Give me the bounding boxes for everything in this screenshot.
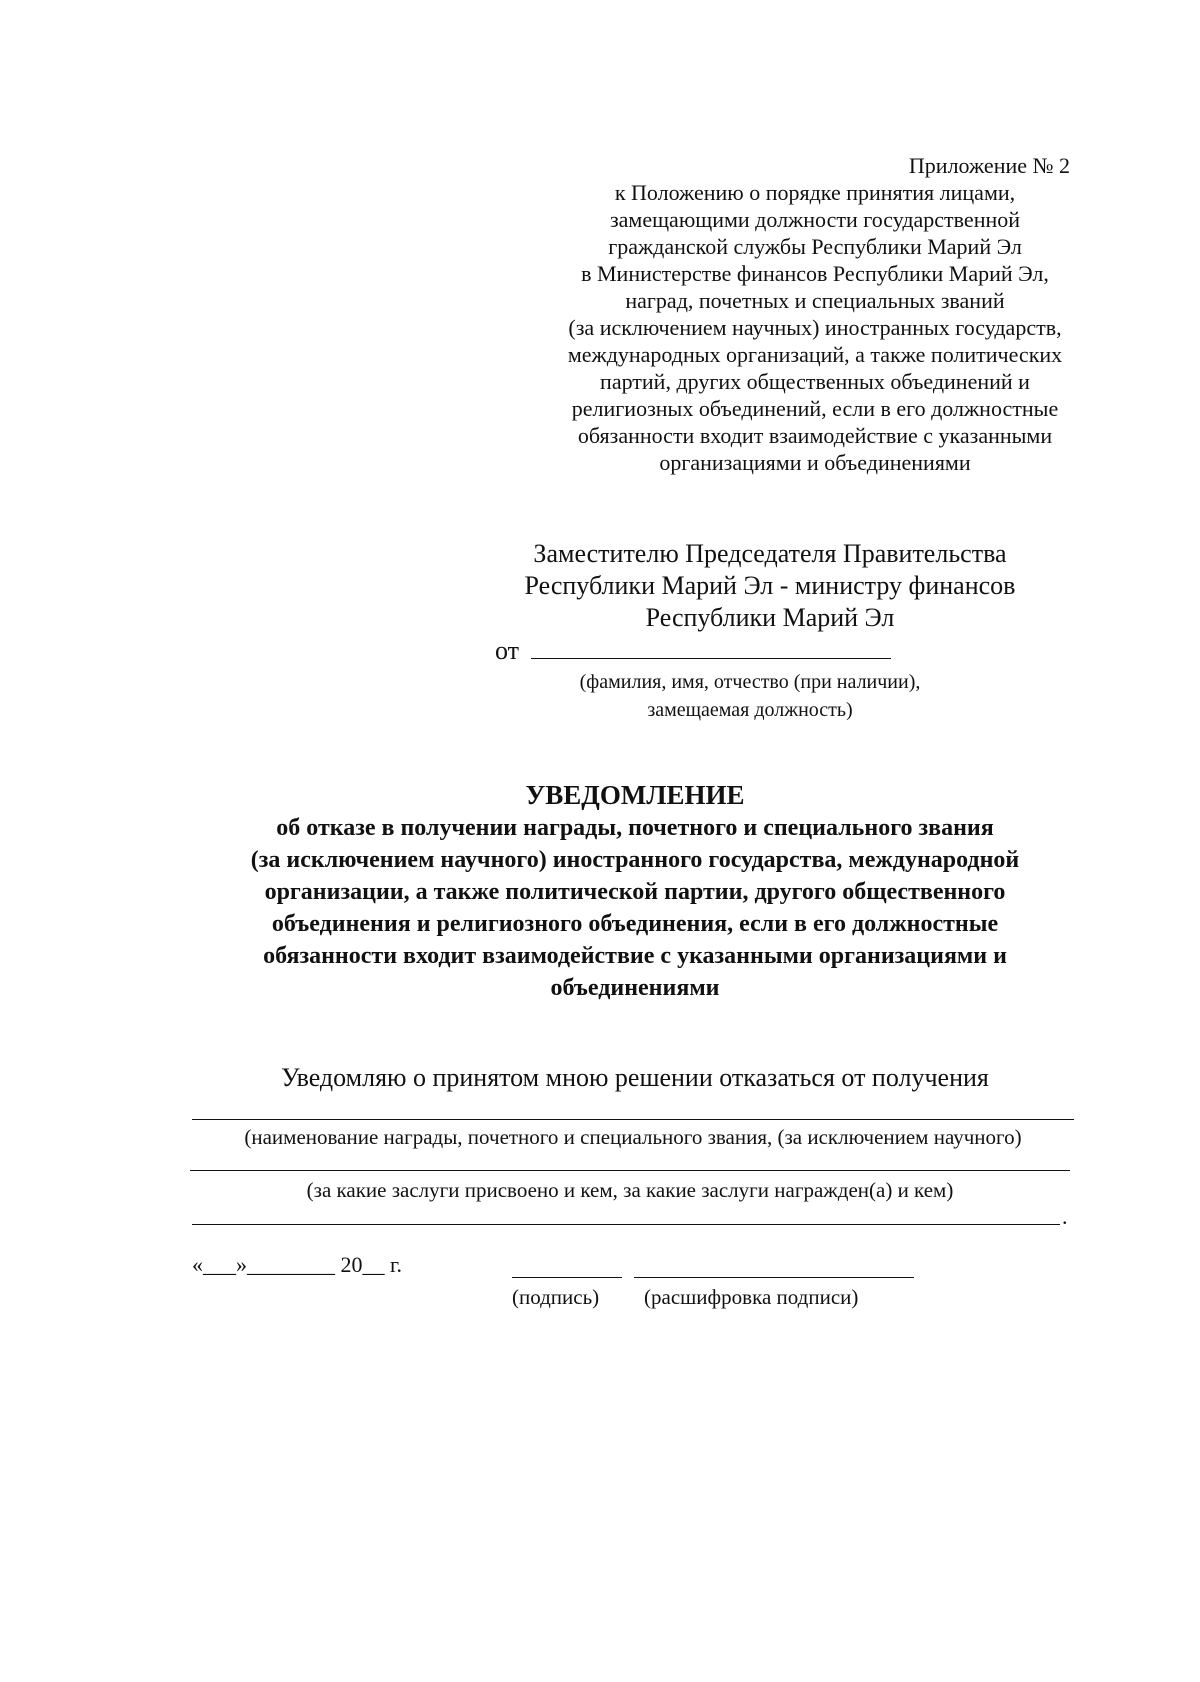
subtitle-line: (за исключением научного) иностранного государства, международной [250,847,1020,873]
appendix-number: Приложение № 2 [908,153,1070,178]
signature-field[interactable] [512,1277,622,1278]
from-label: от [495,636,520,665]
notification-body-text: Уведомляю о принятом мною решении отказаться от получения [281,1063,989,1092]
from-row [495,632,891,666]
appendix-line: к Положению о порядке принятия лицами, [614,180,1016,205]
subtitle-line: объединения и религиозного объединения, если в его должностные [271,911,999,937]
appendix-line: гражданской службы Республики Марий Эл [608,234,1022,259]
from-hint-line: (фамилия, имя, отчество (при наличии), [579,671,921,693]
addressee-line: Заместителю Председателя Правительства [533,539,1007,568]
appendix-line: религиозных объединений, если в его должностные [571,396,1059,421]
subtitle-line: объединениями [550,975,720,1001]
subtitle-line: об отказе в получении награды, почетного и специального звания [276,815,994,841]
document-title: УВЕДОМЛЕНИЕ [525,780,745,810]
date-field[interactable]: «___»________ 20__ г. [192,1252,403,1277]
from-hint-line: замещаемая должность) [647,699,853,721]
addressee-line: Республики Марий Эл [645,603,895,632]
signature-decoding-hint: (расшифровка подписи) [644,1285,859,1309]
from-name-field[interactable] [531,632,891,659]
subtitle-line: организации, а также политической партии, другого общественного [264,879,1006,905]
signature-decoding-field[interactable] [634,1277,914,1278]
addressee-block [480,538,1060,634]
appendix-line: обязанности входит взаимодействие с указанными [577,423,1053,448]
from-hint [560,668,940,724]
appendix-line: наград, почетных и специальных званий [625,288,1005,313]
appendix-line: партий, других общественных объединений и [600,369,1030,394]
end-period: . [1062,1204,1068,1229]
appendix-line: замещающими должности государственной [609,207,1021,232]
document-subtitle [180,812,1090,1004]
appendix-line: организациями и объединениями [659,450,971,475]
merits-field[interactable] [190,1170,1070,1171]
award-name-hint: (наименование награды, почетного и специального звания, (за исключением научного) [244,1125,1022,1149]
merits-continuation-field[interactable] [192,1224,1060,1225]
appendix-line: (за исключением научных) иностранных государств, [568,315,1062,340]
appendix-line: в Министерстве финансов Республики Марий Эл, [581,261,1049,286]
signature-hint: (подпись) [512,1285,600,1309]
addressee-line: Республики Марий Эл - министру финансов [524,571,1016,600]
award-name-field[interactable] [192,1119,1074,1120]
appendix-line: международных организаций, а также политических [567,342,1063,367]
subtitle-line: обязанности входит взаимодействие с указанными организациями и [263,943,1007,969]
merits-hint: (за какие заслуги присвоено и кем, за какие заслуги награжден(а) и кем) [306,1178,954,1202]
appendix-header [560,152,1070,476]
